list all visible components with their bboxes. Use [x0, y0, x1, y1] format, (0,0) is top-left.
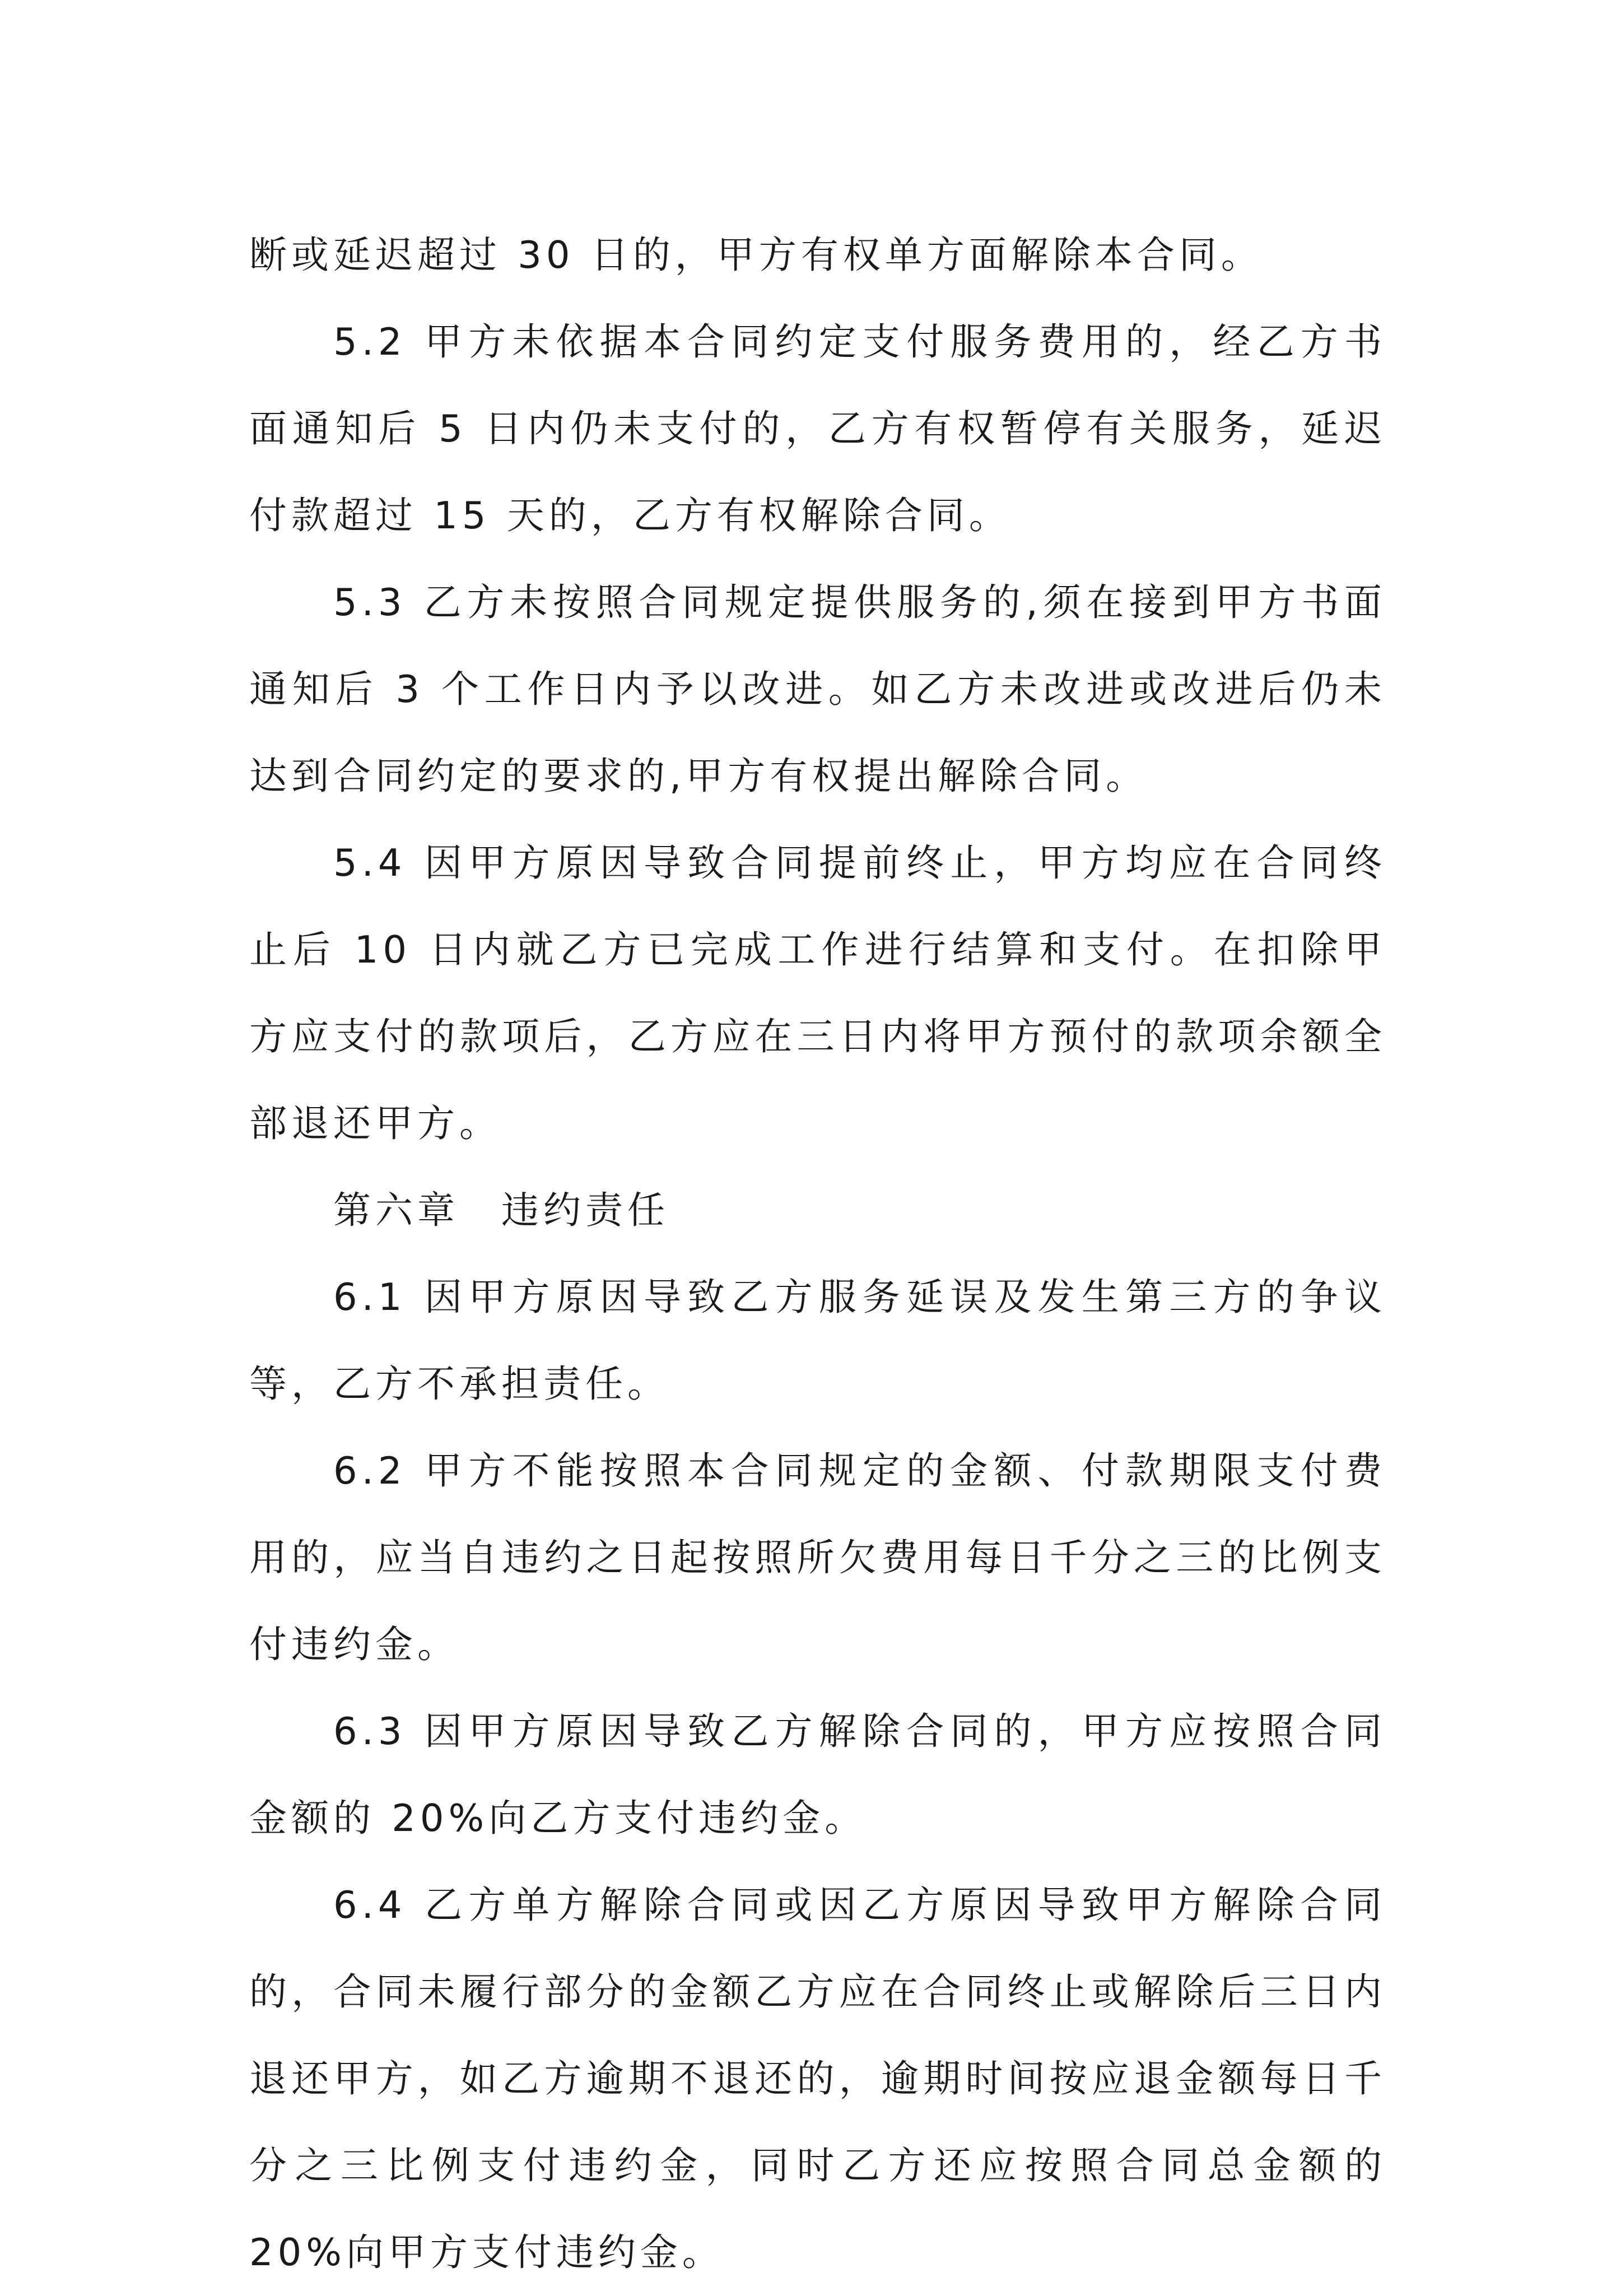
paragraph-5-4: 5.4 因甲方原因导致合同提前终止，甲方均应在合同终止后 10 日内就乙方已完成工作进行结算和支付。在扣除甲方应支付的款项后，乙方应在三日内将甲方预付的款项余额全部退还甲方。 [249, 841, 1386, 1145]
paragraph-6-3: 6.3 因甲方原因导致乙方解除合同的，甲方应按照合同金额的 20%向乙方支付违约金。 [249, 1709, 1386, 1840]
paragraph-5-1-continuation: 断或延迟超过 30 日的，甲方有权单方面解除本合同。 [249, 233, 1263, 277]
document-body [249, 212, 1386, 2296]
paragraph-6-2: 6.2 甲方不能按照本合同规定的金额、付款期限支付费用的，应当自违约之日起按照所欠费用每日千分之三的比例支付违约金。 [249, 1449, 1386, 1666]
paragraph-5-2: 5.2 甲方未依据本合同约定支付服务费用的，经乙方书面通知后 5 日内仍未支付的，乙方有权暂停有关服务，延迟付款超过 15 天的，乙方有权解除合同。 [249, 320, 1386, 537]
paragraph-5-3: 5.3 乙方未按照合同规定提供服务的,须在接到甲方书面通知后 3 个工作日内予以改进。如乙方未改进或改进后仍未达到合同约定的要求的,甲方有权提出解除合同。 [249, 580, 1386, 798]
paragraph-6-1: 6.1 因甲方原因导致乙方服务延误及发生第三方的争议等，乙方不承担责任。 [249, 1275, 1386, 1406]
chapter-6-heading: 第六章 违约责任 [333, 1188, 669, 1232]
paragraph-6-4: 6.4 乙方单方解除合同或因乙方原因导致甲方解除合同的，合同未履行部分的金额乙方应在合同终止或解除后三日内退还甲方，如乙方逾期不退还的，逾期时间按应退金额每日千分之三比例支付违约金，同时乙方还应按照合同总金额的 20%向甲方支付违约金。 [249, 1883, 1386, 2274]
